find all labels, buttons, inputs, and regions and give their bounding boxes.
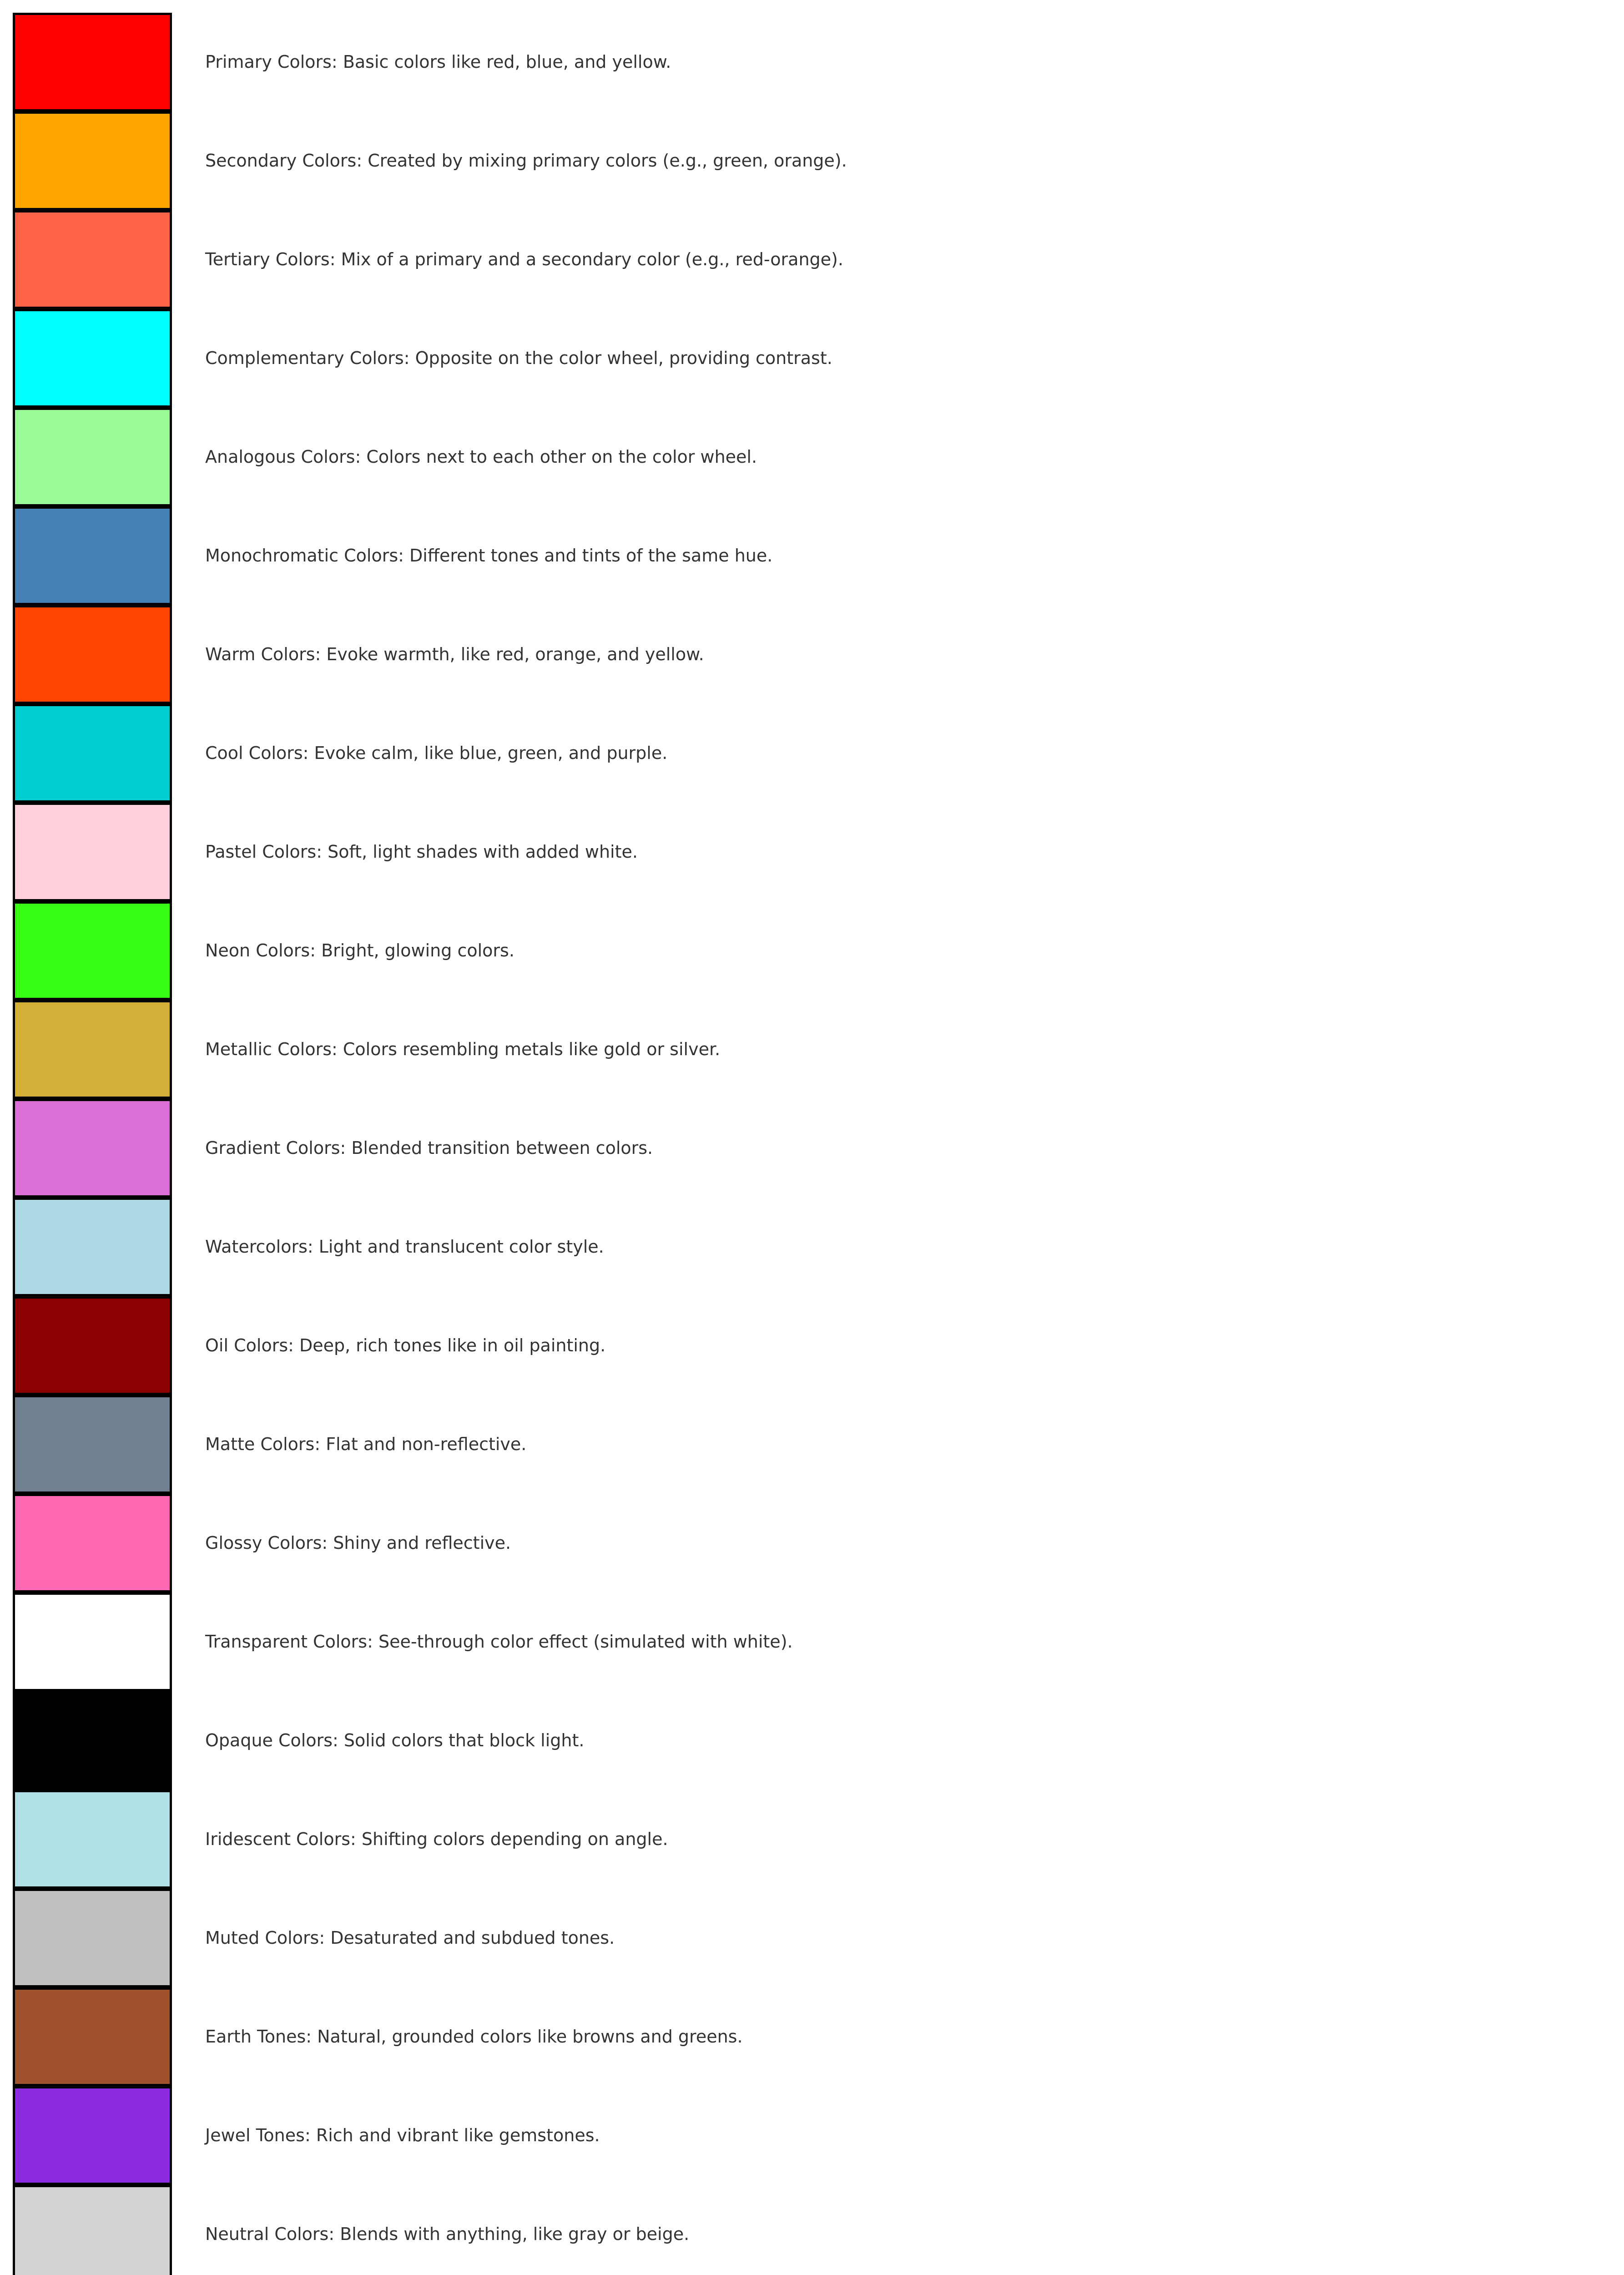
legend-row [0, 704, 1624, 803]
legend-row [0, 506, 1624, 605]
legend-row [0, 1494, 1624, 1592]
swatch-label: Cool Colors: Evoke calm, like blue, green, and purple. [205, 743, 668, 763]
swatch-label: Iridescent Colors: Shifting colors depending on angle. [205, 1829, 668, 1849]
color-swatch [13, 210, 172, 309]
color-swatch [13, 13, 172, 111]
color-swatch [13, 1296, 172, 1395]
legend-row [0, 1000, 1624, 1099]
color-swatch [13, 1099, 172, 1198]
color-swatch [13, 309, 172, 408]
color-swatch [13, 1987, 172, 2086]
legend-row [0, 2185, 1624, 2275]
color-swatch [13, 1592, 172, 1691]
swatch-label: Glossy Colors: Shiny and reflective. [205, 1533, 511, 1553]
legend-row [0, 1395, 1624, 1494]
swatch-label: Neutral Colors: Blends with anything, like gray or beige. [205, 2224, 690, 2244]
legend-row [0, 1691, 1624, 1790]
swatch-label: Jewel Tones: Rich and vibrant like gemstones. [205, 2125, 600, 2145]
swatch-label: Complementary Colors: Opposite on the color wheel, providing contrast. [205, 348, 832, 368]
swatch-label: Neon Colors: Bright, glowing colors. [205, 940, 514, 961]
swatch-label: Watercolors: Light and translucent color style. [205, 1237, 604, 1257]
legend-row [0, 1296, 1624, 1395]
color-swatch [13, 901, 172, 1000]
swatch-label: Analogous Colors: Colors next to each other on the color wheel. [205, 447, 757, 467]
swatch-label: Tertiary Colors: Mix of a primary and a secondary color (e.g., red-orange). [205, 249, 843, 269]
color-swatch [13, 408, 172, 506]
legend-row [0, 309, 1624, 408]
swatch-label: Oil Colors: Deep, rich tones like in oil painting. [205, 1335, 606, 1355]
swatch-label: Metallic Colors: Colors resembling metals like gold or silver. [205, 1039, 721, 1059]
swatch-label: Opaque Colors: Solid colors that block light. [205, 1730, 585, 1750]
color-swatch [13, 1790, 172, 1889]
legend-row [0, 1099, 1624, 1198]
legend-row [0, 13, 1624, 111]
legend-row [0, 803, 1624, 901]
swatch-label: Earth Tones: Natural, grounded colors like browns and greens. [205, 2027, 743, 2047]
legend-row [0, 605, 1624, 704]
swatch-label: Monochromatic Colors: Different tones and tints of the same hue. [205, 546, 773, 566]
color-swatch [13, 111, 172, 210]
legend-row [0, 1198, 1624, 1296]
legend-row [0, 1987, 1624, 2086]
color-swatch [13, 1691, 172, 1790]
swatch-label: Pastel Colors: Soft, light shades with added white. [205, 842, 638, 862]
swatch-label: Secondary Colors: Created by mixing primary colors (e.g., green, orange). [205, 151, 847, 171]
legend-row [0, 1889, 1624, 1987]
color-swatch [13, 1198, 172, 1296]
color-swatch [13, 1395, 172, 1494]
swatch-label: Warm Colors: Evoke warmth, like red, orange, and yellow. [205, 644, 704, 664]
color-swatch [13, 2086, 172, 2185]
color-swatch [13, 1889, 172, 1987]
legend-row [0, 1592, 1624, 1691]
legend-row [0, 901, 1624, 1000]
legend-row [0, 210, 1624, 309]
legend-row [0, 1790, 1624, 1889]
color-swatch [13, 605, 172, 704]
color-swatch [13, 1494, 172, 1592]
swatch-label: Matte Colors: Flat and non-reflective. [205, 1434, 527, 1454]
color-swatch [13, 2185, 172, 2275]
swatch-label: Transparent Colors: See-through color effect (simulated with white). [205, 1632, 793, 1652]
swatch-label: Muted Colors: Desaturated and subdued tones. [205, 1928, 615, 1948]
swatch-label: Primary Colors: Basic colors like red, blue, and yellow. [205, 52, 671, 72]
legend-row [0, 408, 1624, 506]
color-swatch [13, 803, 172, 901]
color-swatch [13, 704, 172, 803]
color-swatch [13, 1000, 172, 1099]
legend-row [0, 2086, 1624, 2185]
legend-row [0, 111, 1624, 210]
color-swatch [13, 506, 172, 605]
swatch-label: Gradient Colors: Blended transition between colors. [205, 1138, 653, 1158]
